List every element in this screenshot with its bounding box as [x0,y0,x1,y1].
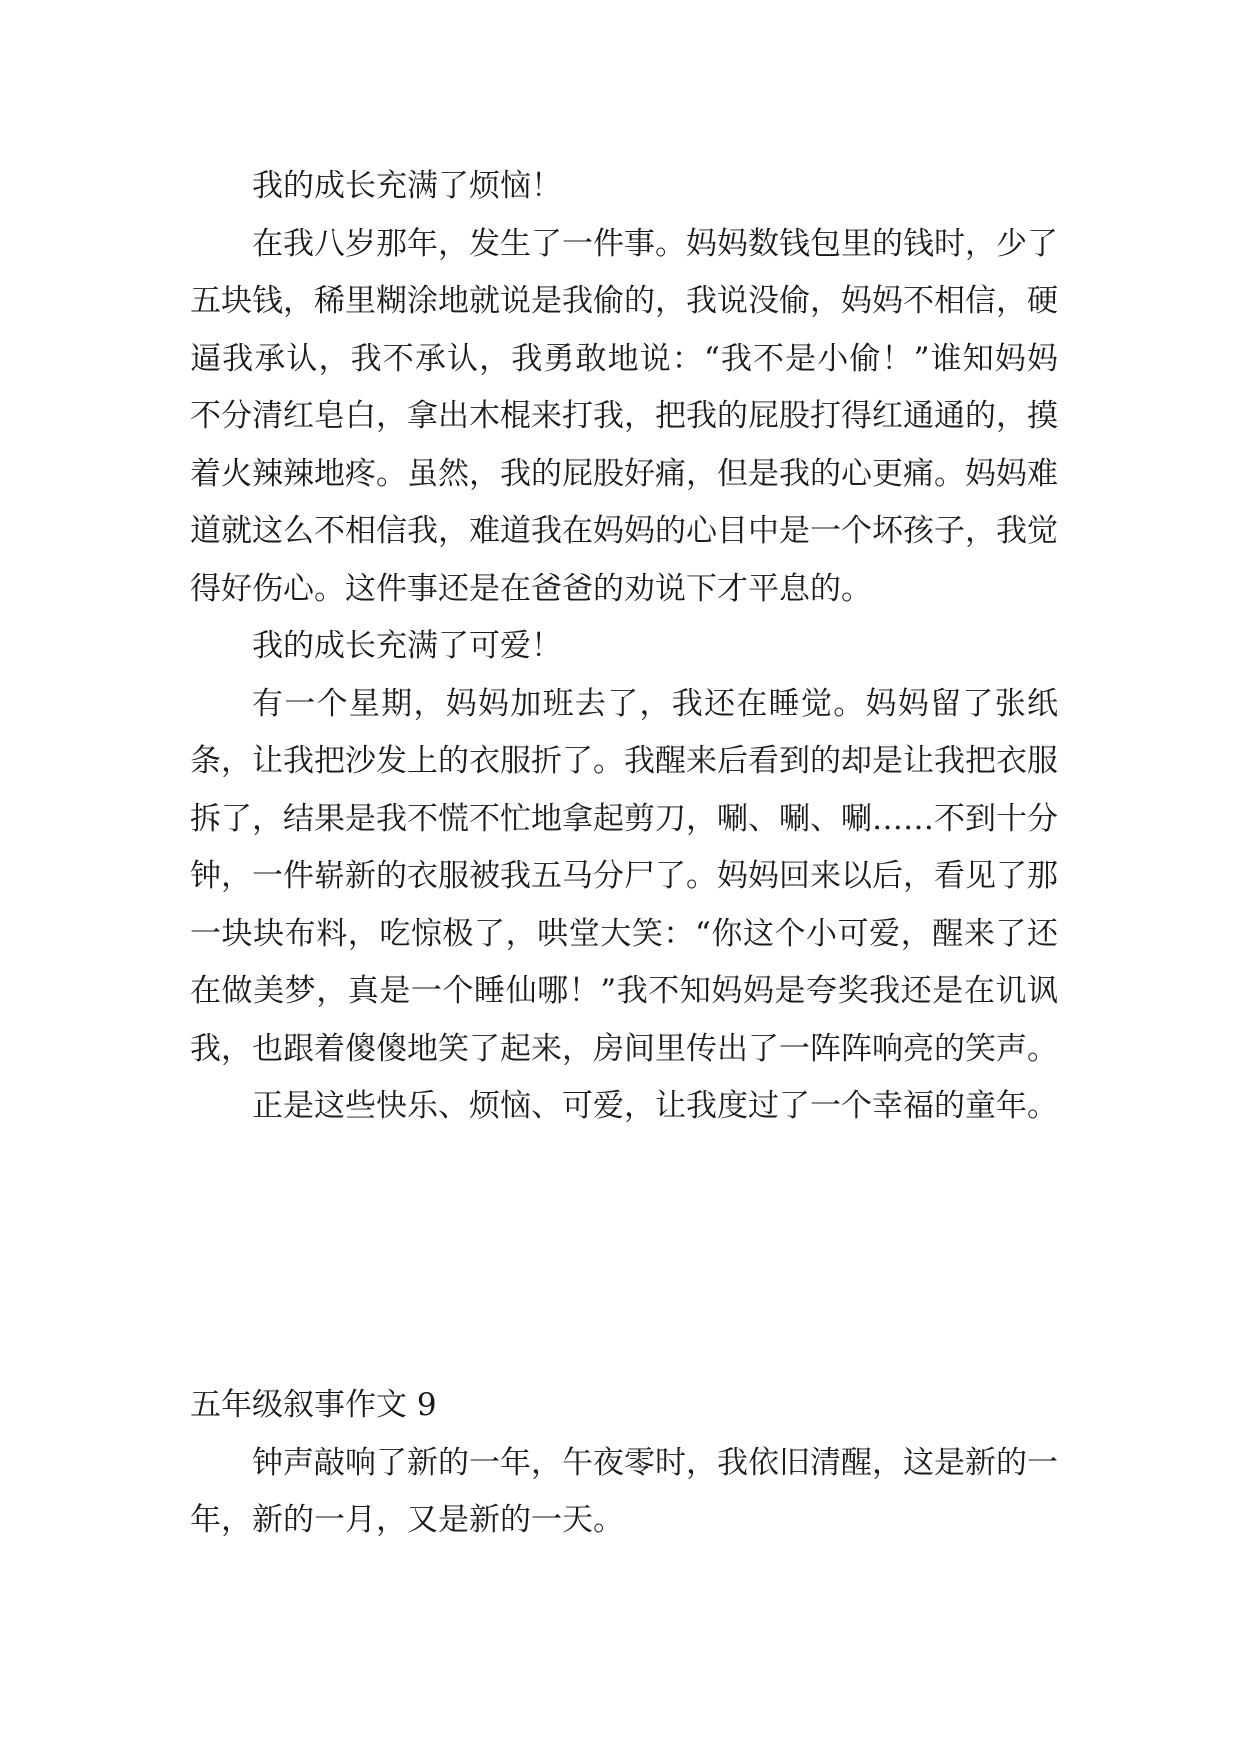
essay-body [190,158,1058,1136]
paragraph-conclusion: 正是这些快乐、烦恼、可爱，让我度过了一个幸福的童年。 [252,1088,1058,1124]
paragraph-cute-heading: 我的成长充满了可爱！ [252,628,562,664]
essay-9-paragraph: 钟声敲响了新的一年，午夜零时，我依旧清醒，这是新的一年，新的一月，又是新的一天。 [190,1444,1058,1538]
paragraph-worries-heading: 我的成长充满了烦恼！ [252,168,562,204]
paragraph-cute-story: 有一个星期，妈妈加班去了，我还在睡觉。妈妈留了张纸条，让我把沙发上的衣服折了。我醒来后看到的却是让我把衣服拆了，结果是我不慌不忙地拿起剪刀，唰、唰、唰……不到十分钟，一件崭新的衣服被我五马分尸了。妈妈回来以后，看见了那一块块布料，吃惊极了，哄堂大笑：“你这个小可爱，醒来了还在做美梦，真是一个睡仙哪！”我不知妈妈是夸奖我还是在讥讽我，也跟着傻傻地笑了起来，房间里传出了一阵阵响亮的笑声。 [190,685,1058,1067]
paragraph-worries-story: 在我八岁那年，发生了一件事。妈妈数钱包里的钱时，少了五块钱，稀里糊涂地就说是我偷的，我说没偷，妈妈不相信，硬逼我承认，我不承认，我勇敢地说：“我不是小偷！”谁知妈妈不分清红皂白，拿出木棍来打我，把我的屁股打得红通通的，摸着火辣辣地疼。虽然，我的屁股好痛，但是我的心更痛。妈妈难道就这么不相信我，难道我在妈妈的心目中是一个坏孩子，我觉得好伤心。这件事还是在爸爸的劝说下才平息的。 [190,225,1058,607]
essay-9-title: 五年级叙事作文 9 [190,1387,437,1423]
essay-9-section [190,1377,1058,1550]
